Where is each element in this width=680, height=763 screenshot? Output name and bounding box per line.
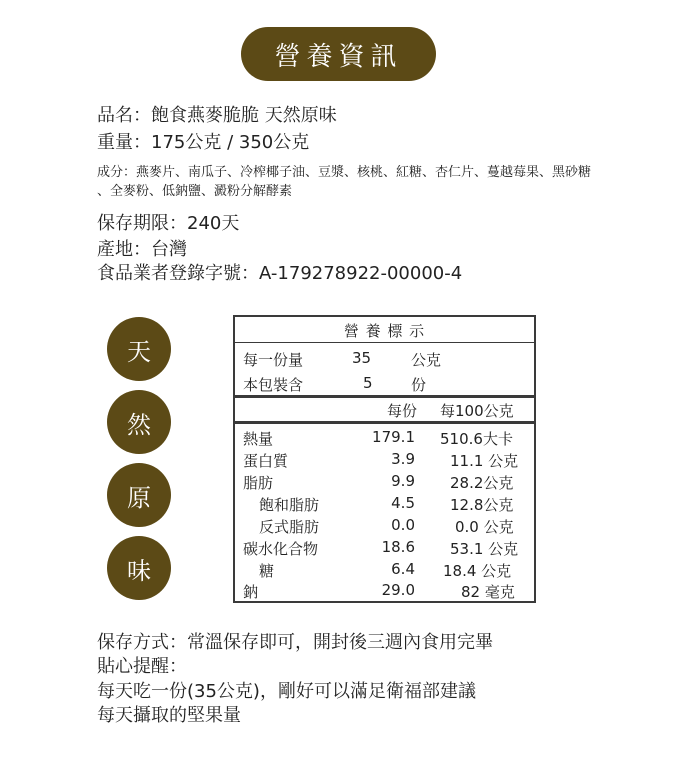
nutrient-energy-per-100g: 510.6大卡 bbox=[440, 430, 513, 448]
divider bbox=[235, 395, 534, 398]
nutrient-fat-per-serving: 9.9 bbox=[391, 472, 415, 490]
nutrient-saturated-fat-per-serving: 4.5 bbox=[391, 494, 415, 512]
tip-line-2: 每天攝取的堅果量 bbox=[97, 705, 241, 726]
side-char-1: 天 bbox=[107, 317, 171, 381]
nutrient-trans-fat-per-100g: 0.0 公克 bbox=[455, 518, 514, 536]
nutrient-saturated-fat-label: 飽和脂肪 bbox=[259, 496, 320, 514]
side-char-4: 味 bbox=[107, 536, 171, 600]
nutrient-energy-per-serving: 179.1 bbox=[372, 428, 415, 446]
nutrient-carbohydrate-per-100g: 53.1 公克 bbox=[450, 540, 519, 558]
page-title: 營養資訊 bbox=[274, 41, 403, 72]
divider bbox=[235, 342, 534, 343]
nutrient-sugar-label: 糖 bbox=[259, 562, 275, 580]
storage-method: 保存方式：常溫保存即可，開封後三週內食用完畢 bbox=[97, 632, 493, 653]
serving-size-unit: 公克 bbox=[411, 351, 442, 369]
nutrient-energy-label: 熱量 bbox=[243, 430, 274, 448]
serving-size-label: 每一份量 bbox=[243, 351, 304, 369]
nutrient-fat-per-100g: 28.2公克 bbox=[450, 474, 514, 492]
nutrient-sugar-per-serving: 6.4 bbox=[391, 560, 415, 578]
servings-per-package-value: 5 bbox=[363, 374, 373, 392]
nutrition-table bbox=[233, 315, 536, 603]
servings-per-package-label: 本包裝含 bbox=[243, 376, 304, 394]
column-per-serving: 每份 bbox=[387, 402, 418, 420]
serving-size-value: 35 bbox=[352, 349, 372, 367]
nutrient-sugar-per-100g: 18.4 公克 bbox=[443, 562, 512, 580]
ingredients-line-2: 、全麥粉、低鈉鹽、澱粉分解酵素 bbox=[97, 184, 293, 199]
nutrient-trans-fat-label: 反式脂肪 bbox=[259, 518, 320, 536]
product-weight: 重量：175公克 / 350公克 bbox=[97, 132, 310, 153]
column-per-100g: 每100公克 bbox=[440, 402, 514, 420]
origin: 產地：台灣 bbox=[97, 239, 187, 260]
nutrient-fat-label: 脂肪 bbox=[243, 474, 274, 492]
nutrient-sodium-label: 鈉 bbox=[243, 583, 259, 601]
title-badge bbox=[241, 27, 436, 81]
nutrient-sodium-per-serving: 29.0 bbox=[381, 581, 415, 599]
ingredients-line-1: 成分：燕麥片、南瓜子、冷榨椰子油、豆漿、核桃、紅糖、杏仁片、蔓越莓果、黑砂糖 bbox=[97, 165, 592, 180]
nutrition-title: 營 養 標 示 bbox=[343, 322, 426, 340]
tip-line-1: 每天吃一份(35公克)，剛好可以滿足衛福部建議 bbox=[97, 681, 476, 702]
registration-number: 食品業者登錄字號：A-179278922-00000-4 bbox=[97, 263, 463, 284]
shelf-life: 保存期限：240天 bbox=[97, 213, 240, 234]
product-name: 品名：飽食燕麥脆脆 天然原味 bbox=[97, 105, 337, 126]
side-char-3: 原 bbox=[107, 463, 171, 527]
nutrient-protein-per-100g: 11.1 公克 bbox=[450, 452, 519, 470]
tip-label: 貼心提醒： bbox=[97, 656, 187, 677]
nutrient-carbohydrate-per-serving: 18.6 bbox=[381, 538, 415, 556]
nutrient-saturated-fat-per-100g: 12.8公克 bbox=[450, 496, 514, 514]
nutrient-protein-per-serving: 3.9 bbox=[391, 450, 415, 468]
nutrient-carbohydrate-label: 碳水化合物 bbox=[243, 540, 319, 558]
nutrient-trans-fat-per-serving: 0.0 bbox=[391, 516, 415, 534]
nutrient-protein-label: 蛋白質 bbox=[243, 452, 289, 470]
side-char-2: 然 bbox=[107, 390, 171, 454]
nutrient-sodium-per-100g: 82 毫克 bbox=[461, 583, 515, 601]
servings-per-package-unit: 份 bbox=[411, 376, 427, 394]
divider bbox=[235, 421, 534, 424]
